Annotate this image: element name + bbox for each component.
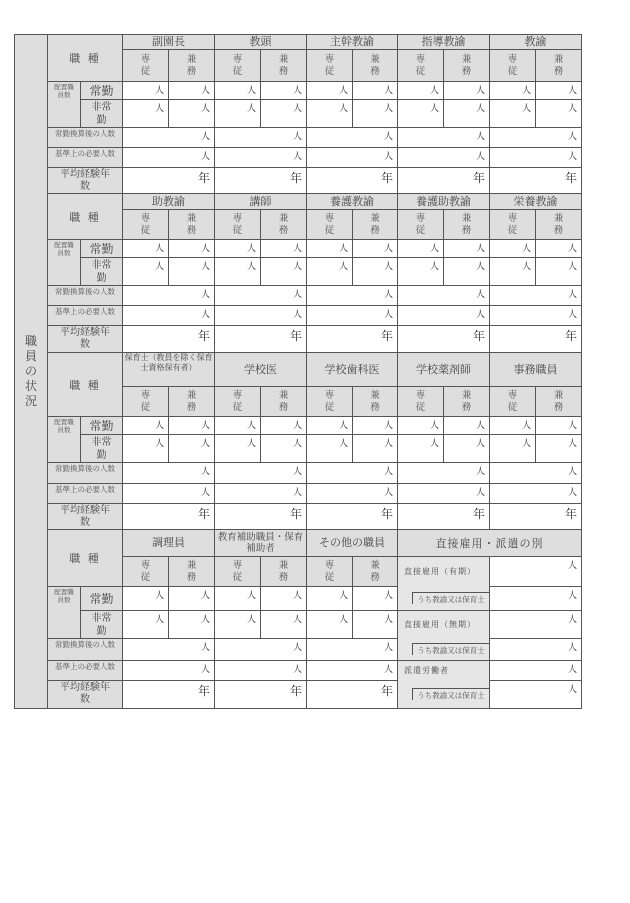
kenmu-header: 兼務 [169, 557, 215, 587]
staff-status-table [14, 34, 582, 709]
employment-sub-row-text: うち教諭又は保育士 [412, 592, 489, 604]
heikin-input[interactable]: 年 [307, 326, 398, 353]
jokin-kenmu-input[interactable]: 人 [353, 587, 398, 611]
job-group-header: 養護助教諭 [398, 194, 490, 210]
haichi-label: 配置職員数 [48, 417, 81, 463]
kijun-label: 基準上の必要人数 [48, 148, 123, 168]
table-row [15, 306, 582, 326]
employment-sub-row-label [398, 681, 490, 709]
table-row [15, 100, 582, 128]
hijokin-kenmu-input[interactable]: 人 [169, 258, 215, 286]
jokin-kenmu-input[interactable]: 人 [261, 240, 307, 258]
hijokin-kenmu-input[interactable]: 人 [536, 100, 582, 128]
employment-count-input[interactable]: 人 [490, 681, 582, 709]
kansan-input[interactable]: 人 [398, 286, 490, 306]
hijokin-kenmu-input[interactable]: 人 [444, 100, 490, 128]
kijun-input[interactable]: 人 [490, 484, 582, 504]
senju-header: 専従 [123, 210, 169, 240]
kenmu-header: 兼務 [261, 210, 307, 240]
kijun-input[interactable]: 人 [490, 306, 582, 326]
job-type-label: 職 種 [48, 194, 123, 240]
heikin-input[interactable]: 年 [123, 326, 215, 353]
employment-type-header: 直接雇用・派遣の別 [398, 530, 582, 557]
kansan-input[interactable]: 人 [215, 128, 307, 148]
kenmu-header: 兼務 [353, 387, 398, 417]
heikin-input[interactable]: 年 [307, 168, 398, 194]
heikin-input[interactable]: 年 [215, 326, 307, 353]
employment-row-label: 派遣労働者 [398, 661, 490, 681]
kansan-input[interactable]: 人 [398, 463, 490, 484]
hijokin-kenmu-input[interactable]: 人 [444, 258, 490, 286]
jokin-senju-input[interactable]: 人 [123, 82, 169, 100]
jokin-kenmu-input[interactable]: 人 [536, 240, 582, 258]
jokin-kenmu-input[interactable]: 人 [536, 82, 582, 100]
senju-header: 専従 [307, 557, 353, 587]
table-row [15, 35, 582, 50]
kenmu-header: 兼務 [169, 50, 215, 82]
senju-header: 専従 [215, 210, 261, 240]
employment-count-input[interactable]: 人 [490, 557, 582, 587]
heikin-label: 平均経験年数 [48, 504, 123, 530]
hijokin-kenmu-input[interactable]: 人 [261, 435, 307, 463]
section-title [15, 35, 48, 709]
job-group-header: 学校医 [215, 353, 307, 387]
jokin-senju-input[interactable]: 人 [215, 587, 261, 611]
senju-header: 専従 [490, 50, 536, 82]
table-row [15, 417, 582, 435]
table-row [15, 168, 582, 194]
hijokin-label: 非常勤 [81, 611, 123, 639]
jokin-senju-input[interactable]: 人 [490, 82, 536, 100]
kenmu-header: 兼務 [169, 387, 215, 417]
heikin-input[interactable]: 年 [307, 681, 398, 709]
employment-count-input[interactable]: 人 [490, 639, 582, 661]
kijun-input[interactable]: 人 [123, 484, 215, 504]
haichi-label: 配置職員数 [48, 240, 81, 286]
hijokin-kenmu-input[interactable]: 人 [353, 611, 398, 639]
heikin-input[interactable]: 年 [398, 168, 490, 194]
hijokin-kenmu-input[interactable]: 人 [353, 258, 398, 286]
hijokin-kenmu-input[interactable]: 人 [261, 258, 307, 286]
kansan-input[interactable]: 人 [307, 128, 398, 148]
jokin-senju-input[interactable]: 人 [398, 82, 444, 100]
kijun-input[interactable]: 人 [307, 148, 398, 168]
hijokin-label: 非常勤 [81, 258, 123, 286]
heikin-input[interactable]: 年 [123, 681, 215, 709]
table-row [15, 639, 582, 661]
kansan-input[interactable]: 人 [307, 639, 398, 661]
job-type-label: 職 種 [48, 353, 123, 417]
table-row [15, 258, 582, 286]
hijokin-senju-input[interactable]: 人 [123, 100, 169, 128]
jokin-kenmu-input[interactable]: 人 [169, 417, 215, 435]
jokin-senju-input[interactable]: 人 [490, 417, 536, 435]
kijun-input[interactable]: 人 [215, 661, 307, 681]
hijokin-kenmu-input[interactable]: 人 [261, 611, 307, 639]
kansan-input[interactable]: 人 [307, 463, 398, 484]
hijokin-senju-input[interactable]: 人 [215, 611, 261, 639]
heikin-input[interactable]: 年 [123, 168, 215, 194]
jokin-kenmu-input[interactable]: 人 [261, 587, 307, 611]
senju-header: 専従 [307, 210, 353, 240]
table-row [15, 463, 582, 484]
table-row [15, 240, 582, 258]
kansan-input[interactable]: 人 [490, 286, 582, 306]
employment-row-label: 直接雇用（有期） [398, 557, 490, 587]
jokin-kenmu-input[interactable]: 人 [536, 417, 582, 435]
hijokin-kenmu-input[interactable]: 人 [444, 435, 490, 463]
hijokin-kenmu-input[interactable]: 人 [169, 435, 215, 463]
jokin-senju-input[interactable]: 人 [490, 240, 536, 258]
hijokin-senju-input[interactable]: 人 [307, 435, 353, 463]
kijun-input[interactable]: 人 [123, 661, 215, 681]
senju-header: 専従 [490, 210, 536, 240]
kansan-label: 常勤換算後の人数 [48, 463, 123, 484]
senju-header: 専従 [215, 387, 261, 417]
hijokin-senju-input[interactable]: 人 [398, 100, 444, 128]
job-type-label: 職 種 [48, 35, 123, 82]
table-row [15, 530, 582, 557]
haichi-label: 配置職員数 [48, 587, 81, 639]
kijun-input[interactable]: 人 [398, 148, 490, 168]
kijun-input[interactable]: 人 [307, 484, 398, 504]
kenmu-header: 兼務 [536, 210, 582, 240]
hijokin-senju-input[interactable]: 人 [215, 435, 261, 463]
job-group-header: 事務職員 [490, 353, 582, 387]
job-group-header: 講師 [215, 194, 307, 210]
senju-header: 専従 [123, 50, 169, 82]
heikin-input[interactable]: 年 [307, 504, 398, 530]
hijokin-kenmu-input[interactable]: 人 [536, 435, 582, 463]
hijokin-senju-input[interactable]: 人 [215, 258, 261, 286]
table-row [15, 611, 582, 639]
employment-sub-row-label [398, 587, 490, 611]
hijokin-kenmu-input[interactable]: 人 [353, 100, 398, 128]
heikin-input[interactable]: 年 [490, 504, 582, 530]
jokin-kenmu-input[interactable]: 人 [444, 240, 490, 258]
job-group-header: 学校歯科医 [307, 353, 398, 387]
kenmu-header: 兼務 [261, 557, 307, 587]
jokin-kenmu-input[interactable]: 人 [169, 82, 215, 100]
table-row [15, 435, 582, 463]
jokin-kenmu-input[interactable]: 人 [353, 82, 398, 100]
jokin-label: 常勤 [81, 82, 123, 100]
job-group-header: 教諭 [490, 35, 582, 50]
jokin-senju-input[interactable]: 人 [123, 240, 169, 258]
kenmu-header: 兼務 [261, 387, 307, 417]
hijokin-senju-input[interactable]: 人 [398, 258, 444, 286]
jokin-label: 常勤 [81, 240, 123, 258]
heikin-label: 平均経験年数 [48, 326, 123, 353]
hijokin-senju-input[interactable]: 人 [490, 100, 536, 128]
hijokin-label: 非常勤 [81, 435, 123, 463]
jokin-kenmu-input[interactable]: 人 [444, 82, 490, 100]
kijun-input[interactable]: 人 [307, 661, 398, 681]
job-group-header: 指導教諭 [398, 35, 490, 50]
heikin-input[interactable]: 年 [123, 504, 215, 530]
jokin-kenmu-input[interactable]: 人 [169, 240, 215, 258]
employment-count-input[interactable]: 人 [490, 661, 582, 681]
table-row [15, 128, 582, 148]
job-group-header: 調理員 [123, 530, 215, 557]
job-group-header: 保育士（教員を除く保育士資格保有者） [123, 353, 215, 387]
senju-header: 専従 [398, 210, 444, 240]
haichi-label: 配置職員数 [48, 82, 81, 128]
hijokin-senju-input[interactable]: 人 [215, 100, 261, 128]
job-group-header: 学校薬剤師 [398, 353, 490, 387]
hijokin-label: 非常勤 [81, 100, 123, 128]
kansan-input[interactable]: 人 [215, 639, 307, 661]
employment-sub-row-text: うち教諭又は保育士 [412, 643, 489, 655]
kansan-input[interactable]: 人 [215, 463, 307, 484]
kijun-input[interactable]: 人 [215, 306, 307, 326]
kijun-label: 基準上の必要人数 [48, 306, 123, 326]
jokin-senju-input[interactable]: 人 [307, 417, 353, 435]
jokin-kenmu-input[interactable]: 人 [353, 240, 398, 258]
kijun-input[interactable]: 人 [215, 148, 307, 168]
jokin-label: 常勤 [81, 587, 123, 611]
job-group-header: 教頭 [215, 35, 307, 50]
kenmu-header: 兼務 [444, 50, 490, 82]
kansan-input[interactable]: 人 [490, 128, 582, 148]
kenmu-header: 兼務 [353, 210, 398, 240]
kenmu-header: 兼務 [444, 210, 490, 240]
kenmu-header: 兼務 [444, 387, 490, 417]
jokin-kenmu-input[interactable]: 人 [261, 417, 307, 435]
hijokin-senju-input[interactable]: 人 [398, 435, 444, 463]
senju-header: 専従 [215, 557, 261, 587]
heikin-input[interactable]: 年 [398, 504, 490, 530]
kijun-label: 基準上の必要人数 [48, 484, 123, 504]
job-type-label: 職 種 [48, 530, 123, 587]
kenmu-header: 兼務 [261, 50, 307, 82]
senju-header: 専従 [490, 387, 536, 417]
senju-header: 専従 [123, 557, 169, 587]
employment-sub-row-label [398, 639, 490, 661]
kansan-input[interactable]: 人 [398, 128, 490, 148]
kijun-input[interactable]: 人 [215, 484, 307, 504]
kijun-input[interactable]: 人 [307, 306, 398, 326]
staff-status-form [14, 34, 582, 709]
table-row [15, 587, 582, 611]
kansan-label: 常勤換算後の人数 [48, 128, 123, 148]
heikin-label: 平均経験年数 [48, 681, 123, 709]
job-group-header: 主幹教諭 [307, 35, 398, 50]
jokin-senju-input[interactable]: 人 [307, 240, 353, 258]
jokin-senju-input[interactable]: 人 [215, 82, 261, 100]
jokin-senju-input[interactable]: 人 [307, 587, 353, 611]
table-row [15, 148, 582, 168]
table-row [15, 326, 582, 353]
kansan-label: 常勤換算後の人数 [48, 639, 123, 661]
heikin-input[interactable]: 年 [215, 681, 307, 709]
table-row [15, 353, 582, 387]
table-row [15, 286, 582, 306]
table-row [15, 484, 582, 504]
table-row [15, 661, 582, 681]
kijun-input[interactable]: 人 [398, 306, 490, 326]
employment-row-label: 直接雇用（無期） [398, 611, 490, 639]
kansan-input[interactable]: 人 [123, 639, 215, 661]
employment-count-input[interactable]: 人 [490, 611, 582, 639]
kansan-label: 常勤換算後の人数 [48, 286, 123, 306]
heikin-input[interactable]: 年 [398, 326, 490, 353]
senju-header: 専従 [307, 387, 353, 417]
hijokin-senju-input[interactable]: 人 [307, 611, 353, 639]
job-group-header: その他の職員 [307, 530, 398, 557]
table-row [15, 82, 582, 100]
senju-header: 専従 [398, 50, 444, 82]
hijokin-senju-input[interactable]: 人 [307, 100, 353, 128]
heikin-input[interactable]: 年 [215, 504, 307, 530]
jokin-senju-input[interactable]: 人 [398, 240, 444, 258]
kenmu-header: 兼務 [353, 557, 398, 587]
senju-header: 専従 [123, 387, 169, 417]
jokin-senju-input[interactable]: 人 [215, 240, 261, 258]
hijokin-kenmu-input[interactable]: 人 [169, 100, 215, 128]
hijokin-senju-input[interactable]: 人 [123, 435, 169, 463]
hijokin-kenmu-input[interactable]: 人 [353, 435, 398, 463]
kansan-input[interactable]: 人 [215, 286, 307, 306]
kansan-input[interactable]: 人 [490, 463, 582, 484]
jokin-kenmu-input[interactable]: 人 [261, 82, 307, 100]
kijun-input[interactable]: 人 [123, 148, 215, 168]
hijokin-senju-input[interactable]: 人 [490, 258, 536, 286]
jokin-senju-input[interactable]: 人 [123, 417, 169, 435]
job-group-header: 栄養教諭 [490, 194, 582, 210]
jokin-senju-input[interactable]: 人 [123, 587, 169, 611]
jokin-senju-input[interactable]: 人 [398, 417, 444, 435]
kansan-input[interactable]: 人 [123, 463, 215, 484]
jokin-kenmu-input[interactable]: 人 [353, 417, 398, 435]
hijokin-senju-input[interactable]: 人 [123, 258, 169, 286]
section-title-text: 職員の状況 [24, 334, 37, 408]
hijokin-kenmu-input[interactable]: 人 [261, 100, 307, 128]
kijun-input[interactable]: 人 [398, 484, 490, 504]
jokin-senju-input[interactable]: 人 [307, 82, 353, 100]
hijokin-kenmu-input[interactable]: 人 [169, 611, 215, 639]
jokin-kenmu-input[interactable]: 人 [169, 587, 215, 611]
employment-sub-row-text: うち教諭又は保育士 [412, 688, 489, 700]
kenmu-header: 兼務 [536, 50, 582, 82]
job-group-header: 教育補助職員・保育補助者 [215, 530, 307, 557]
job-group-header: 養護教諭 [307, 194, 398, 210]
kijun-input[interactable]: 人 [490, 148, 582, 168]
jokin-kenmu-input[interactable]: 人 [444, 417, 490, 435]
heikin-label: 平均経験年数 [48, 168, 123, 194]
hijokin-senju-input[interactable]: 人 [490, 435, 536, 463]
kenmu-header: 兼務 [353, 50, 398, 82]
kijun-input[interactable]: 人 [123, 306, 215, 326]
hijokin-kenmu-input[interactable]: 人 [536, 258, 582, 286]
jokin-senju-input[interactable]: 人 [215, 417, 261, 435]
hijokin-senju-input[interactable]: 人 [123, 611, 169, 639]
table-row [15, 194, 582, 210]
senju-header: 専従 [215, 50, 261, 82]
heikin-input[interactable]: 年 [490, 168, 582, 194]
kansan-input[interactable]: 人 [123, 128, 215, 148]
jokin-label: 常勤 [81, 417, 123, 435]
hijokin-senju-input[interactable]: 人 [307, 258, 353, 286]
heikin-input[interactable]: 年 [215, 168, 307, 194]
employment-count-input[interactable]: 人 [490, 587, 582, 611]
senju-header: 専従 [307, 50, 353, 82]
senju-header: 専従 [398, 387, 444, 417]
kenmu-header: 兼務 [536, 387, 582, 417]
table-row [15, 504, 582, 530]
job-group-header: 副園長 [123, 35, 215, 50]
kenmu-header: 兼務 [169, 210, 215, 240]
kansan-input[interactable]: 人 [123, 286, 215, 306]
kansan-input[interactable]: 人 [307, 286, 398, 306]
job-group-header: 助教諭 [123, 194, 215, 210]
table-row [15, 681, 582, 709]
heikin-input[interactable]: 年 [490, 326, 582, 353]
kijun-label: 基準上の必要人数 [48, 661, 123, 681]
